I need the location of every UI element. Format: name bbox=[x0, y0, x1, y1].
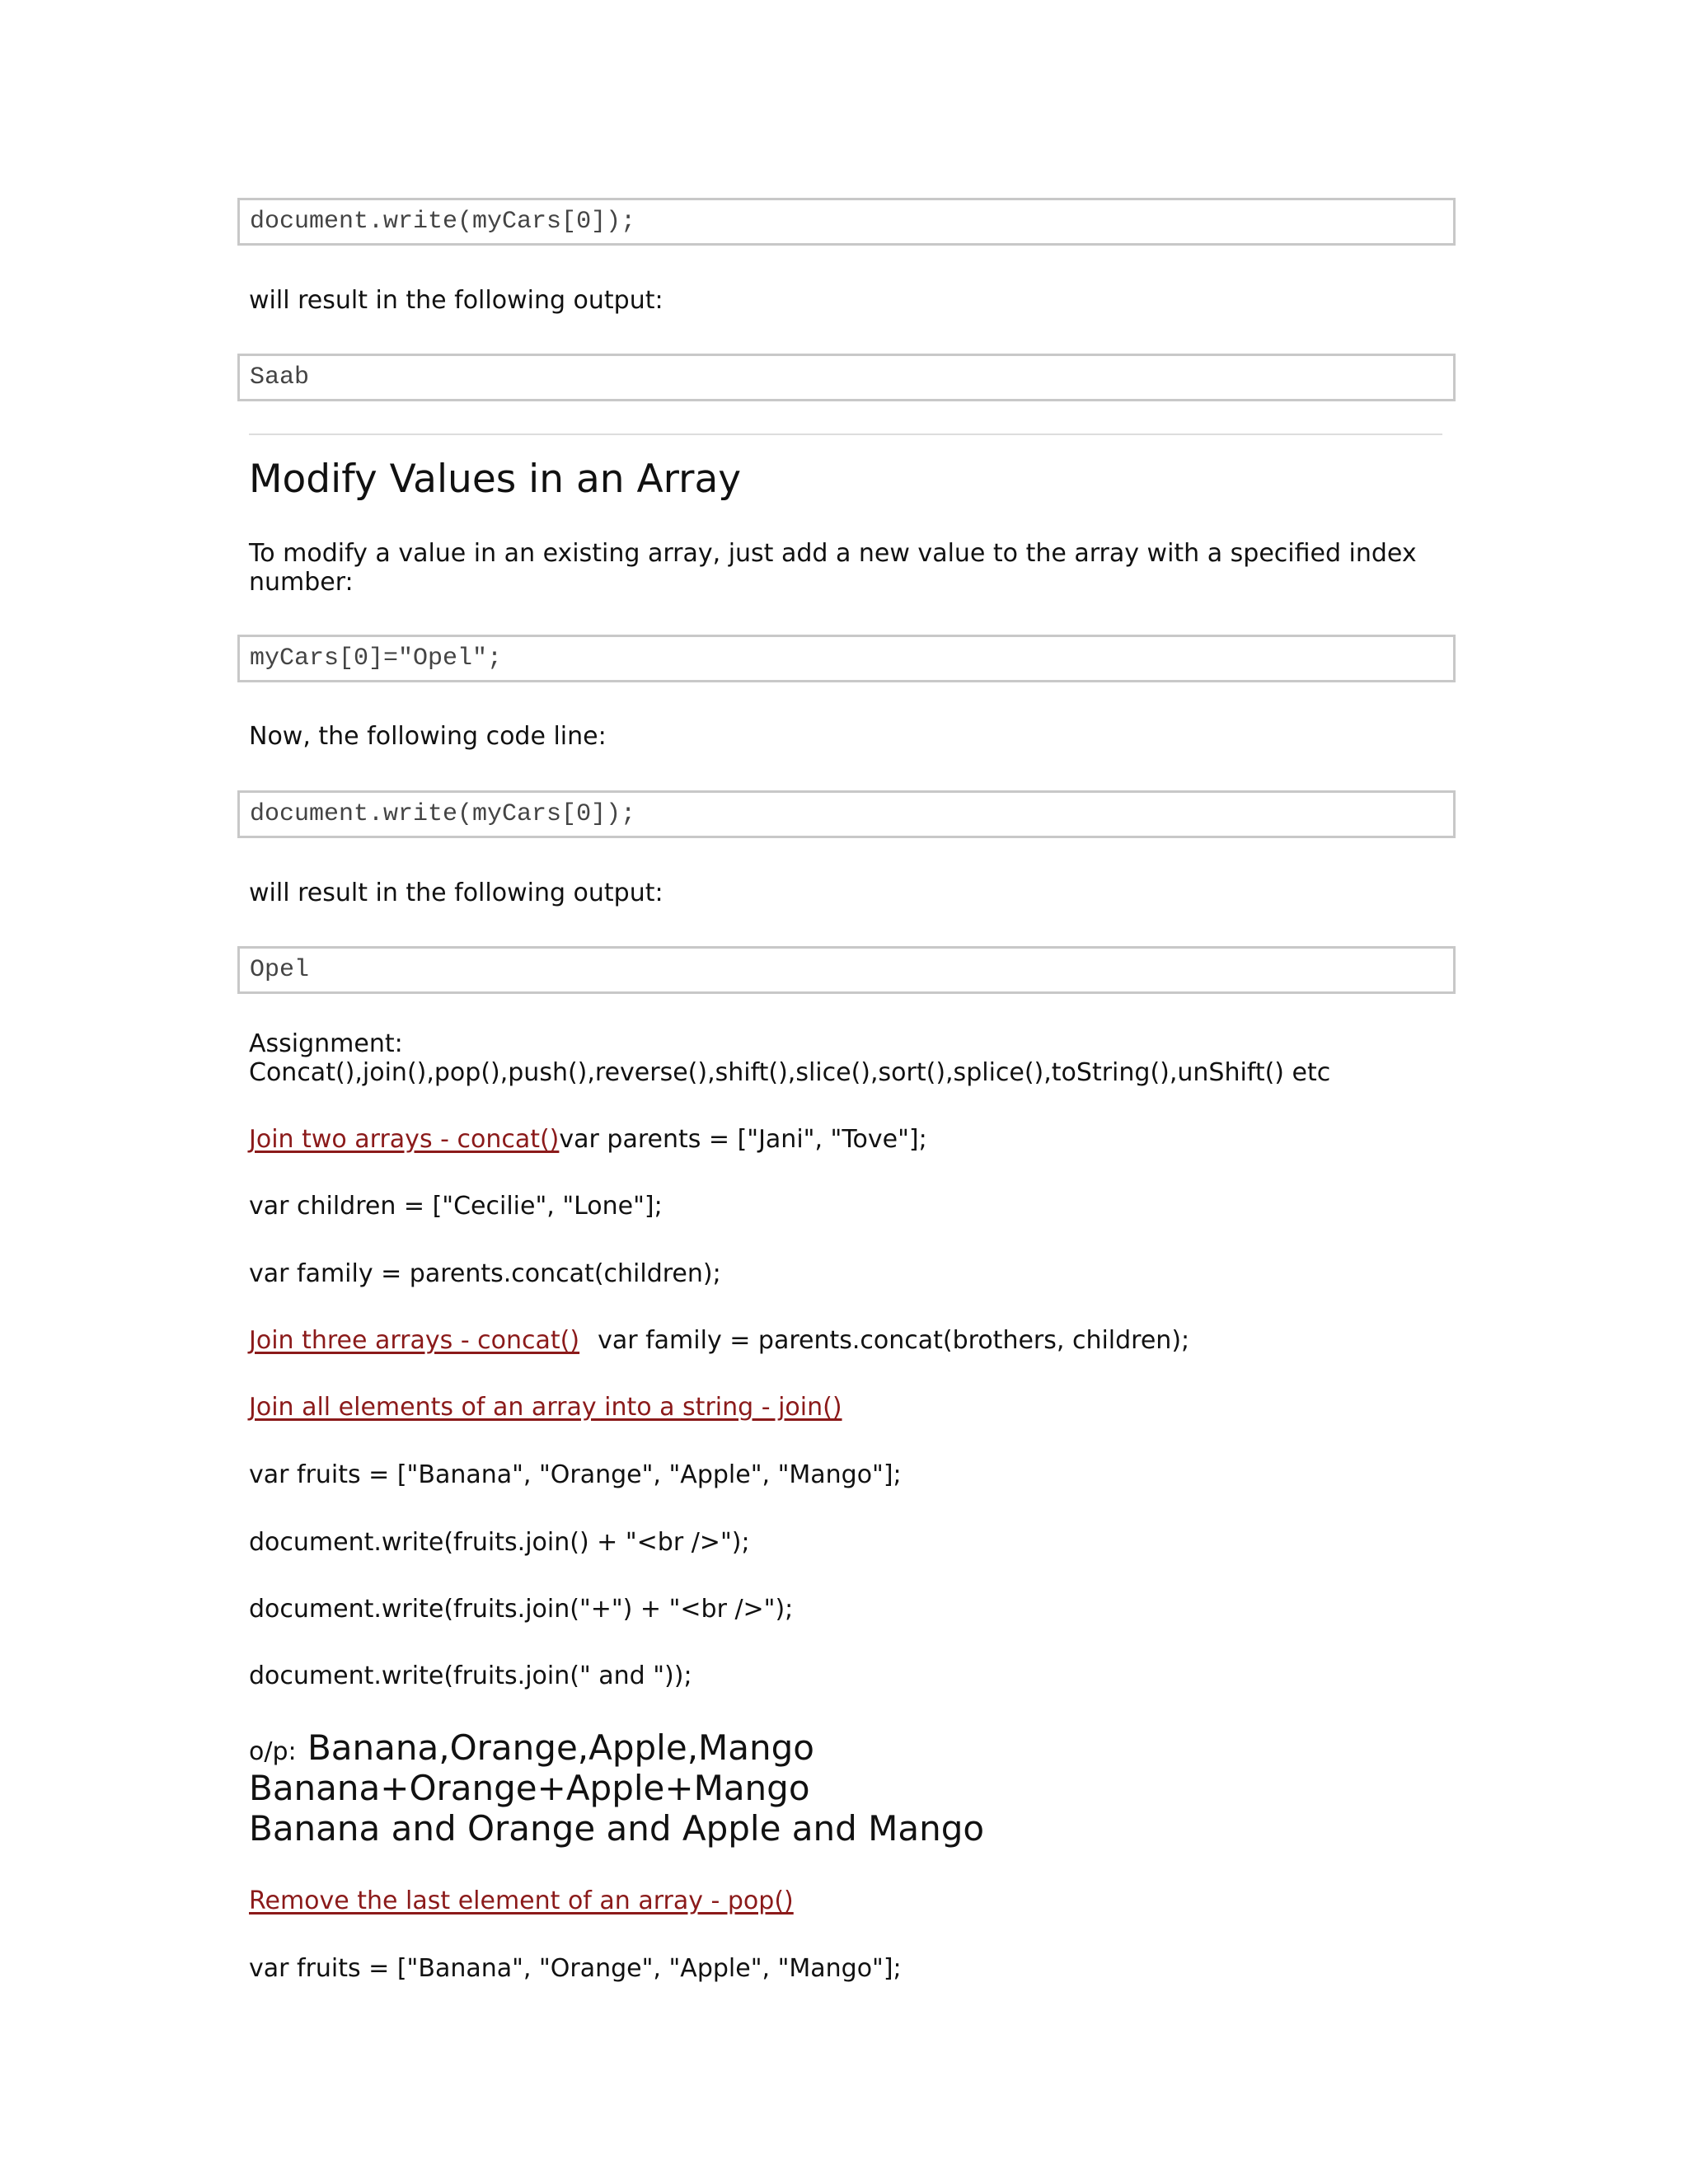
code-block-write-second bbox=[237, 790, 1456, 838]
join-write-3: document.write(fruits.join(" and ")); bbox=[249, 1661, 692, 1690]
code-text: document.write(myCars[0]); bbox=[250, 800, 636, 828]
section-divider bbox=[249, 434, 1442, 435]
assignment-label: Assignment: bbox=[249, 1029, 403, 1058]
output-label: o/p: bbox=[249, 1737, 297, 1766]
code-text: document.write(myCars[0]); bbox=[250, 208, 636, 236]
modify-description-line1: To modify a value in an existing array, just add a new value to the array with a specified index bbox=[249, 539, 1417, 568]
code-block-assign-opel bbox=[237, 635, 1456, 682]
code-block-write-first bbox=[237, 198, 1456, 246]
concat-three-link[interactable]: Join three arrays - concat() bbox=[249, 1326, 580, 1355]
join-link[interactable]: Join all elements of an array into a string - join() bbox=[249, 1393, 842, 1422]
output-line-3: Banana and Orange and Apple and Mango bbox=[249, 1808, 985, 1849]
fruits-line: var fruits = ["Banana", "Orange", "Apple", "Mango"]; bbox=[249, 1460, 902, 1489]
join-write-1: document.write(fruits.join() + "<br />"); bbox=[249, 1528, 750, 1557]
concat-three-code: var family = parents.concat(brothers, children); bbox=[598, 1326, 1190, 1355]
pop-link[interactable]: Remove the last element of an array - pop() bbox=[249, 1886, 794, 1915]
code-text: Saab bbox=[250, 363, 310, 391]
output-value-1: Banana,Orange,Apple,Mango bbox=[307, 1727, 814, 1768]
code-block-output-opel bbox=[237, 946, 1456, 994]
now-line: Now, the following code line: bbox=[249, 722, 607, 751]
code-text: myCars[0]="Opel"; bbox=[250, 644, 503, 673]
code-block-output-saab bbox=[237, 354, 1456, 401]
modify-description-line2: number: bbox=[249, 568, 354, 597]
result-intro: will result in the following output: bbox=[249, 879, 663, 907]
concat-two-example bbox=[249, 1126, 927, 1154]
output-line-1 bbox=[249, 1727, 814, 1772]
concat-two-link[interactable]: Join two arrays - concat() bbox=[249, 1125, 560, 1154]
children-line: var children = ["Cecilie", "Lone"]; bbox=[249, 1192, 663, 1221]
code-text: Opel bbox=[250, 956, 310, 984]
output-line-2: Banana+Orange+Apple+Mango bbox=[249, 1768, 810, 1808]
section-heading: Modify Values in an Array bbox=[249, 457, 742, 502]
family-line: var family = parents.concat(children); bbox=[249, 1259, 721, 1288]
pop-example bbox=[249, 1887, 794, 1915]
join-example bbox=[249, 1394, 842, 1422]
join-write-2: document.write(fruits.join("+") + "<br />"); bbox=[249, 1595, 794, 1624]
result-intro: will result in the following output: bbox=[249, 286, 663, 315]
assignment-methods: Concat(),join(),pop(),push(),reverse(),shift(),slice(),sort(),splice(),toString(),unShift() etc bbox=[249, 1058, 1331, 1087]
pop-fruits-line: var fruits = ["Banana", "Orange", "Apple", "Mango"]; bbox=[249, 1954, 902, 1983]
concat-two-code: var parents = ["Jani", "Tove"]; bbox=[559, 1125, 927, 1154]
concat-three-example bbox=[249, 1327, 1189, 1355]
